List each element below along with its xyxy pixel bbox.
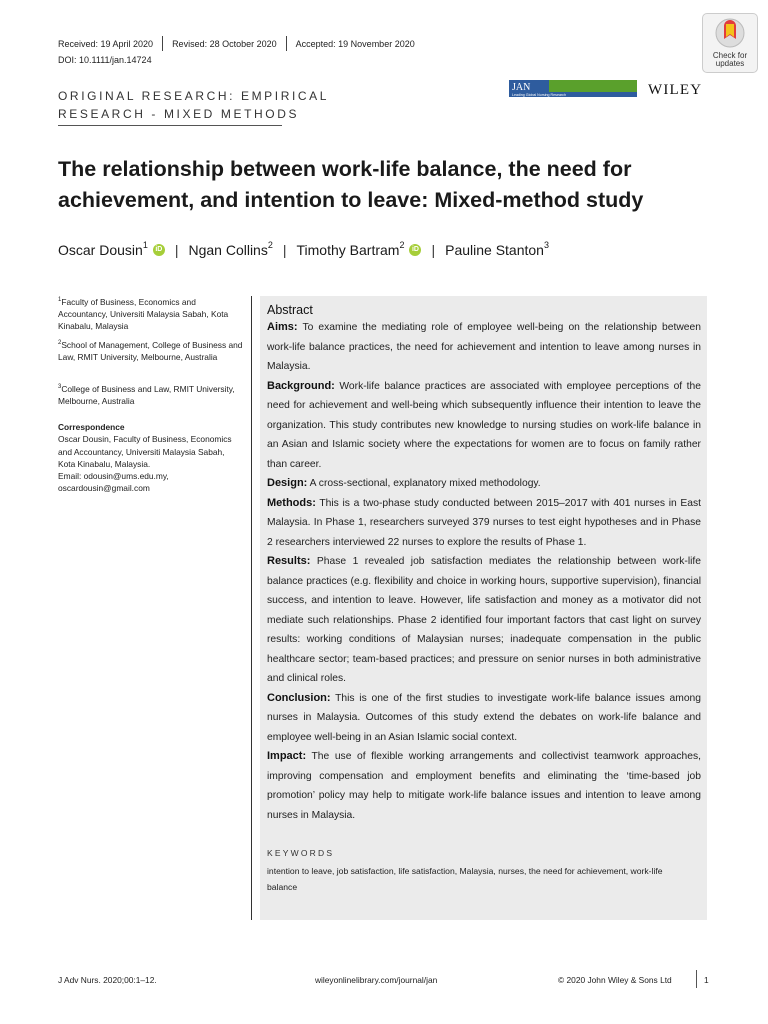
received-date: Received: 19 April 2020 <box>58 38 154 49</box>
abstract-conclusion: Conclusion: This is one of the first studies to investigate work-life balance issues among nurses in Malaysia. Outcomes of this study extend the debates on work-life balance and employee well-being in an Asian Islamic social context. <box>267 691 701 743</box>
keywords-list: intention to leave, job satisfaction, life satisfaction, Malaysia, nurses, the need for achievement, work-life balance <box>267 866 663 892</box>
correspondence <box>58 421 243 495</box>
affiliation-1: $^1$Faculty of Business, Economics and Accountancy, Universiti Malaysia Sabah, Kota Kinabalu, Malaysia <box>58 296 229 332</box>
badge-line1: Check for <box>712 51 748 60</box>
abstract-background: Background: Work-life balance practices are associated with employee perceptions of the need for achievement and well-being which subsequently influence their intention to leave the organization. This study contributes new knowledge to nursing studies on work-life balance in an Asian and Islamic society where the expectations for women are to focus on family rather than career. <box>267 379 701 470</box>
keywords-heading: KEYWORDS <box>267 848 335 858</box>
article-type-line2: RESEARCH - MIXED METHODS <box>58 107 300 121</box>
footer-url[interactable]: wileyonlinelibrary.com/journal/jan <box>315 975 438 985</box>
correspondence-email[interactable]: Email: odousin@ums.edu.my, oscardousin@gmail.com <box>58 471 169 494</box>
author-list <box>58 242 549 258</box>
badge-line2: updates <box>715 59 745 68</box>
abstract-heading: Abstract <box>267 303 313 317</box>
article-title: The relationship between work-life balance, the need for achievement, and intention to leave: Mixed-method study <box>58 157 644 212</box>
abstract-body <box>267 302 701 825</box>
author-separator: | <box>174 242 179 258</box>
article-type-line1: ORIGINAL RESEARCH: EMPIRICAL <box>58 89 330 103</box>
abstract-design: Design: A cross-sectional, explanatory mixed methodology. <box>267 477 541 489</box>
abstract-methods: Methods: This is a two-phase study conducted between 2015–2017 with 401 nurses in East Malaysia. In Phase 1, researchers surveyed 379 nurses to test eight hypotheses and in Phase 2 researchers interviewed 22 nurses to explore the results of Phase 1. <box>267 496 701 548</box>
article-type <box>58 87 329 126</box>
author[interactable]: Pauline Stanton$^3$ <box>445 240 549 258</box>
divider <box>162 36 163 51</box>
author-separator: | <box>282 242 287 258</box>
author[interactable]: Timothy Bartram$^2$ <box>296 240 405 258</box>
journal-logo <box>509 80 637 97</box>
abstract-aims: Aims: To examine the mediating role of employee well-being on the relationship between work-life balance practices, the need for achievement and intention to leave among nurses in Malaysia. <box>267 321 701 372</box>
publisher-logo: WILEY <box>648 82 703 98</box>
accepted-date: Accepted: 19 November 2020 <box>295 38 415 49</box>
article-type-rule <box>58 125 282 126</box>
correspondence-text: Oscar Dousin, Faculty of Business, Economics and Accountancy, Universiti Malaysia Sabah, Kota Kinabalu, Malaysia. <box>58 434 232 469</box>
page-number: 1 <box>704 975 709 985</box>
abstract-impact: Impact: The use of flexible working arrangements and collectivist teamwork approaches, improving compensation and employment benefits and eliminating the ‘time-based job promotion’ policy may help to mitigate work-life balance issues and intention to leave among nurses in Malaysia. <box>267 750 701 821</box>
abstract-results: Results: Phase 1 revealed job satisfaction mediates the relationship between work-life balance practices (e.g. flexibility and choice in working hours, supportive supervision), financial success, and intention to leave. However, life satisfaction and money as a motivator did not mediate such relationships. Phase 2 identified four important factors that cast light on survey results: working conditions of Malaysian nurses; inadequate compensation in the public healthcare sector; team-based practices; and pressure on senior nurses in both administrative and clinical roles. <box>267 555 701 684</box>
bookmark-icon <box>715 18 745 48</box>
revised-date: Revised: 28 October 2020 <box>172 38 277 49</box>
affiliation-2: $^2$School of Management, College of Business and Law, RMIT University, Melbourne, Australia <box>58 339 243 363</box>
author-separator: | <box>431 242 436 258</box>
footer-citation: J Adv Nurs. 2020;00:1–12. <box>58 975 157 985</box>
orcid-icon[interactable]: iD <box>153 244 165 256</box>
journal-logo-text: JAN <box>512 82 531 93</box>
journal-logo-sub: Leading Global Nursing Research <box>512 93 566 97</box>
affiliation-3: $^3$College of Business and Law, RMIT University, Melbourne, Australia <box>58 383 235 407</box>
author[interactable]: Ngan Collins$^2$ <box>188 240 273 258</box>
doi[interactable]: DOI: 10.1111/jan.14724 <box>58 55 152 65</box>
column-rule <box>251 296 252 920</box>
orcid-icon[interactable]: iD <box>409 244 421 256</box>
divider <box>286 36 287 51</box>
check-for-updates-badge[interactable] <box>702 13 758 73</box>
footer-divider <box>696 970 697 988</box>
dates-line <box>58 36 415 51</box>
correspondence-heading: Correspondence <box>58 422 125 432</box>
footer-copyright: © 2020 John Wiley & Sons Ltd <box>558 975 672 985</box>
author[interactable]: Oscar Dousin$^1$ <box>58 240 148 258</box>
